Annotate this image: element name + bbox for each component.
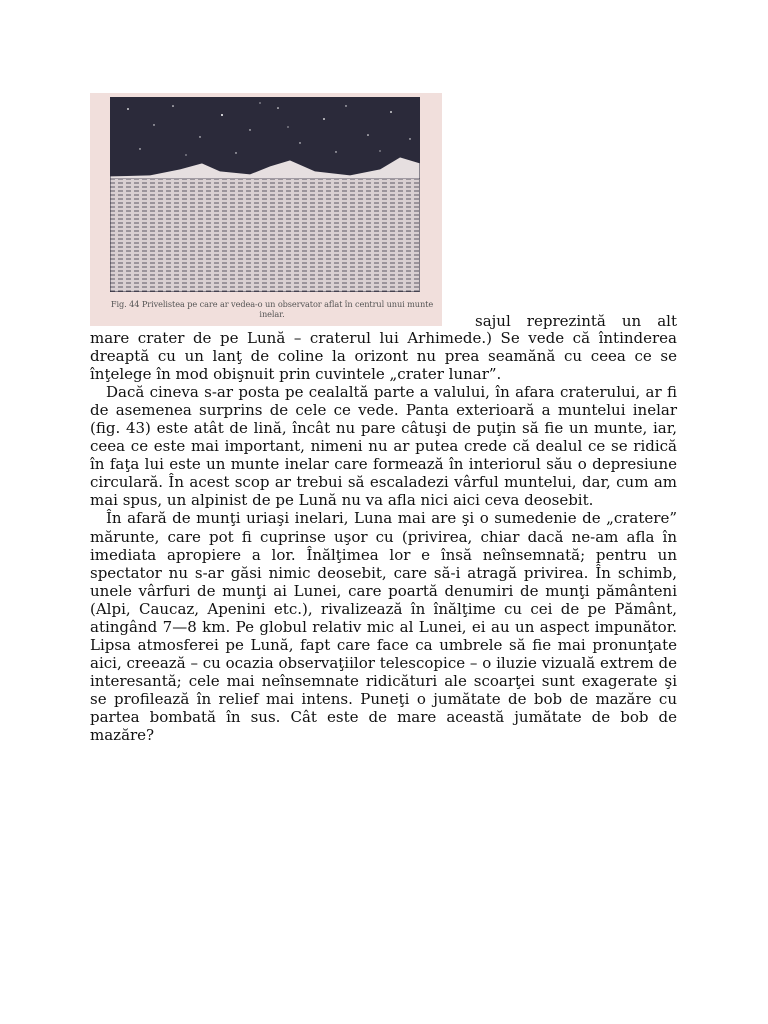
paragraph-2: Dacă cineva s-ar posta pe cealaltă parte a valului, în afara craterului, ar fi de asemenea surprins de cele ce vede. Panta exterioară a muntelui inelar (fig. 43) este atât de lină, încât nu pare câtuşi de puţin să fie un munte, iar, ceea ce este mai important, nimeni nu ar putea crede că dealul ce se ridică în faţa lui este un munte inelar care formează în interiorul său o depresiune circulară. În acest scop ar trebui să escaladezi vârful muntelui, dar, cum am mai spus, un alpinist de pe Lună nu va afla nici aici ceva deosebit.	[90, 383, 677, 510]
page	[90, 93, 677, 745]
paragraph-3: În afară de munţi uriaşi inelari, Luna mai are şi o sumedenie de „cratere” mărunte, care pot fi cuprinse uşor cu (privirea, chiar dacă ne-am afla în imediata apropiere a lor. Înălţimea lor e însă neînsemnată; pentru un spectator nu s-ar găsi nimic deosebit, care să-i atragă privirea. În schimb, unele vârfuri de munţi ai Lunei, care poartă denumiri de munţi pământeni (Alpi, Caucaz, Apenini etc.), rivalizează în înălţime cu cei de pe Pământ, atingând 7—8 km. Pe globul relativ mic al Lunei, ei au un aspect impunător. Lipsa atmosferei pe Lună, fapt care face ca umbrele să fie mai pronunţate aici, creează – cu ocazia observaţiilor telescopice – o iluzie vizuală extrem de interesantă; cele mai neînsemnate ridicături ale scoarţei sunt exagerate şi se profilează în relief mai intens. Puneţi o jumătate de bob de mazăre cu partea bombată în sus. Cât este de mare această jumătate de bob de mazăre?	[90, 509, 677, 745]
paragraph-1: mare crater de pe Lună – craterul lui Arhimede.) Se vede că întinderea dreaptă cu un lanţ de coline la orizont nu prea seamănă cu ceea ce se înţelege în mod obişnuit prin cuvintele „crater lunar”.	[90, 329, 677, 384]
lunar-landscape-illustration	[110, 97, 420, 292]
paragraph-1-first-line: sajul reprezintă un alt	[475, 312, 677, 330]
figure-caption: Fig. 44 Privelistea pe care ar vedea-o un observator aflat în centrul unui munte inelar.	[110, 299, 434, 319]
figure-44	[90, 93, 677, 330]
body-text	[90, 329, 677, 744]
